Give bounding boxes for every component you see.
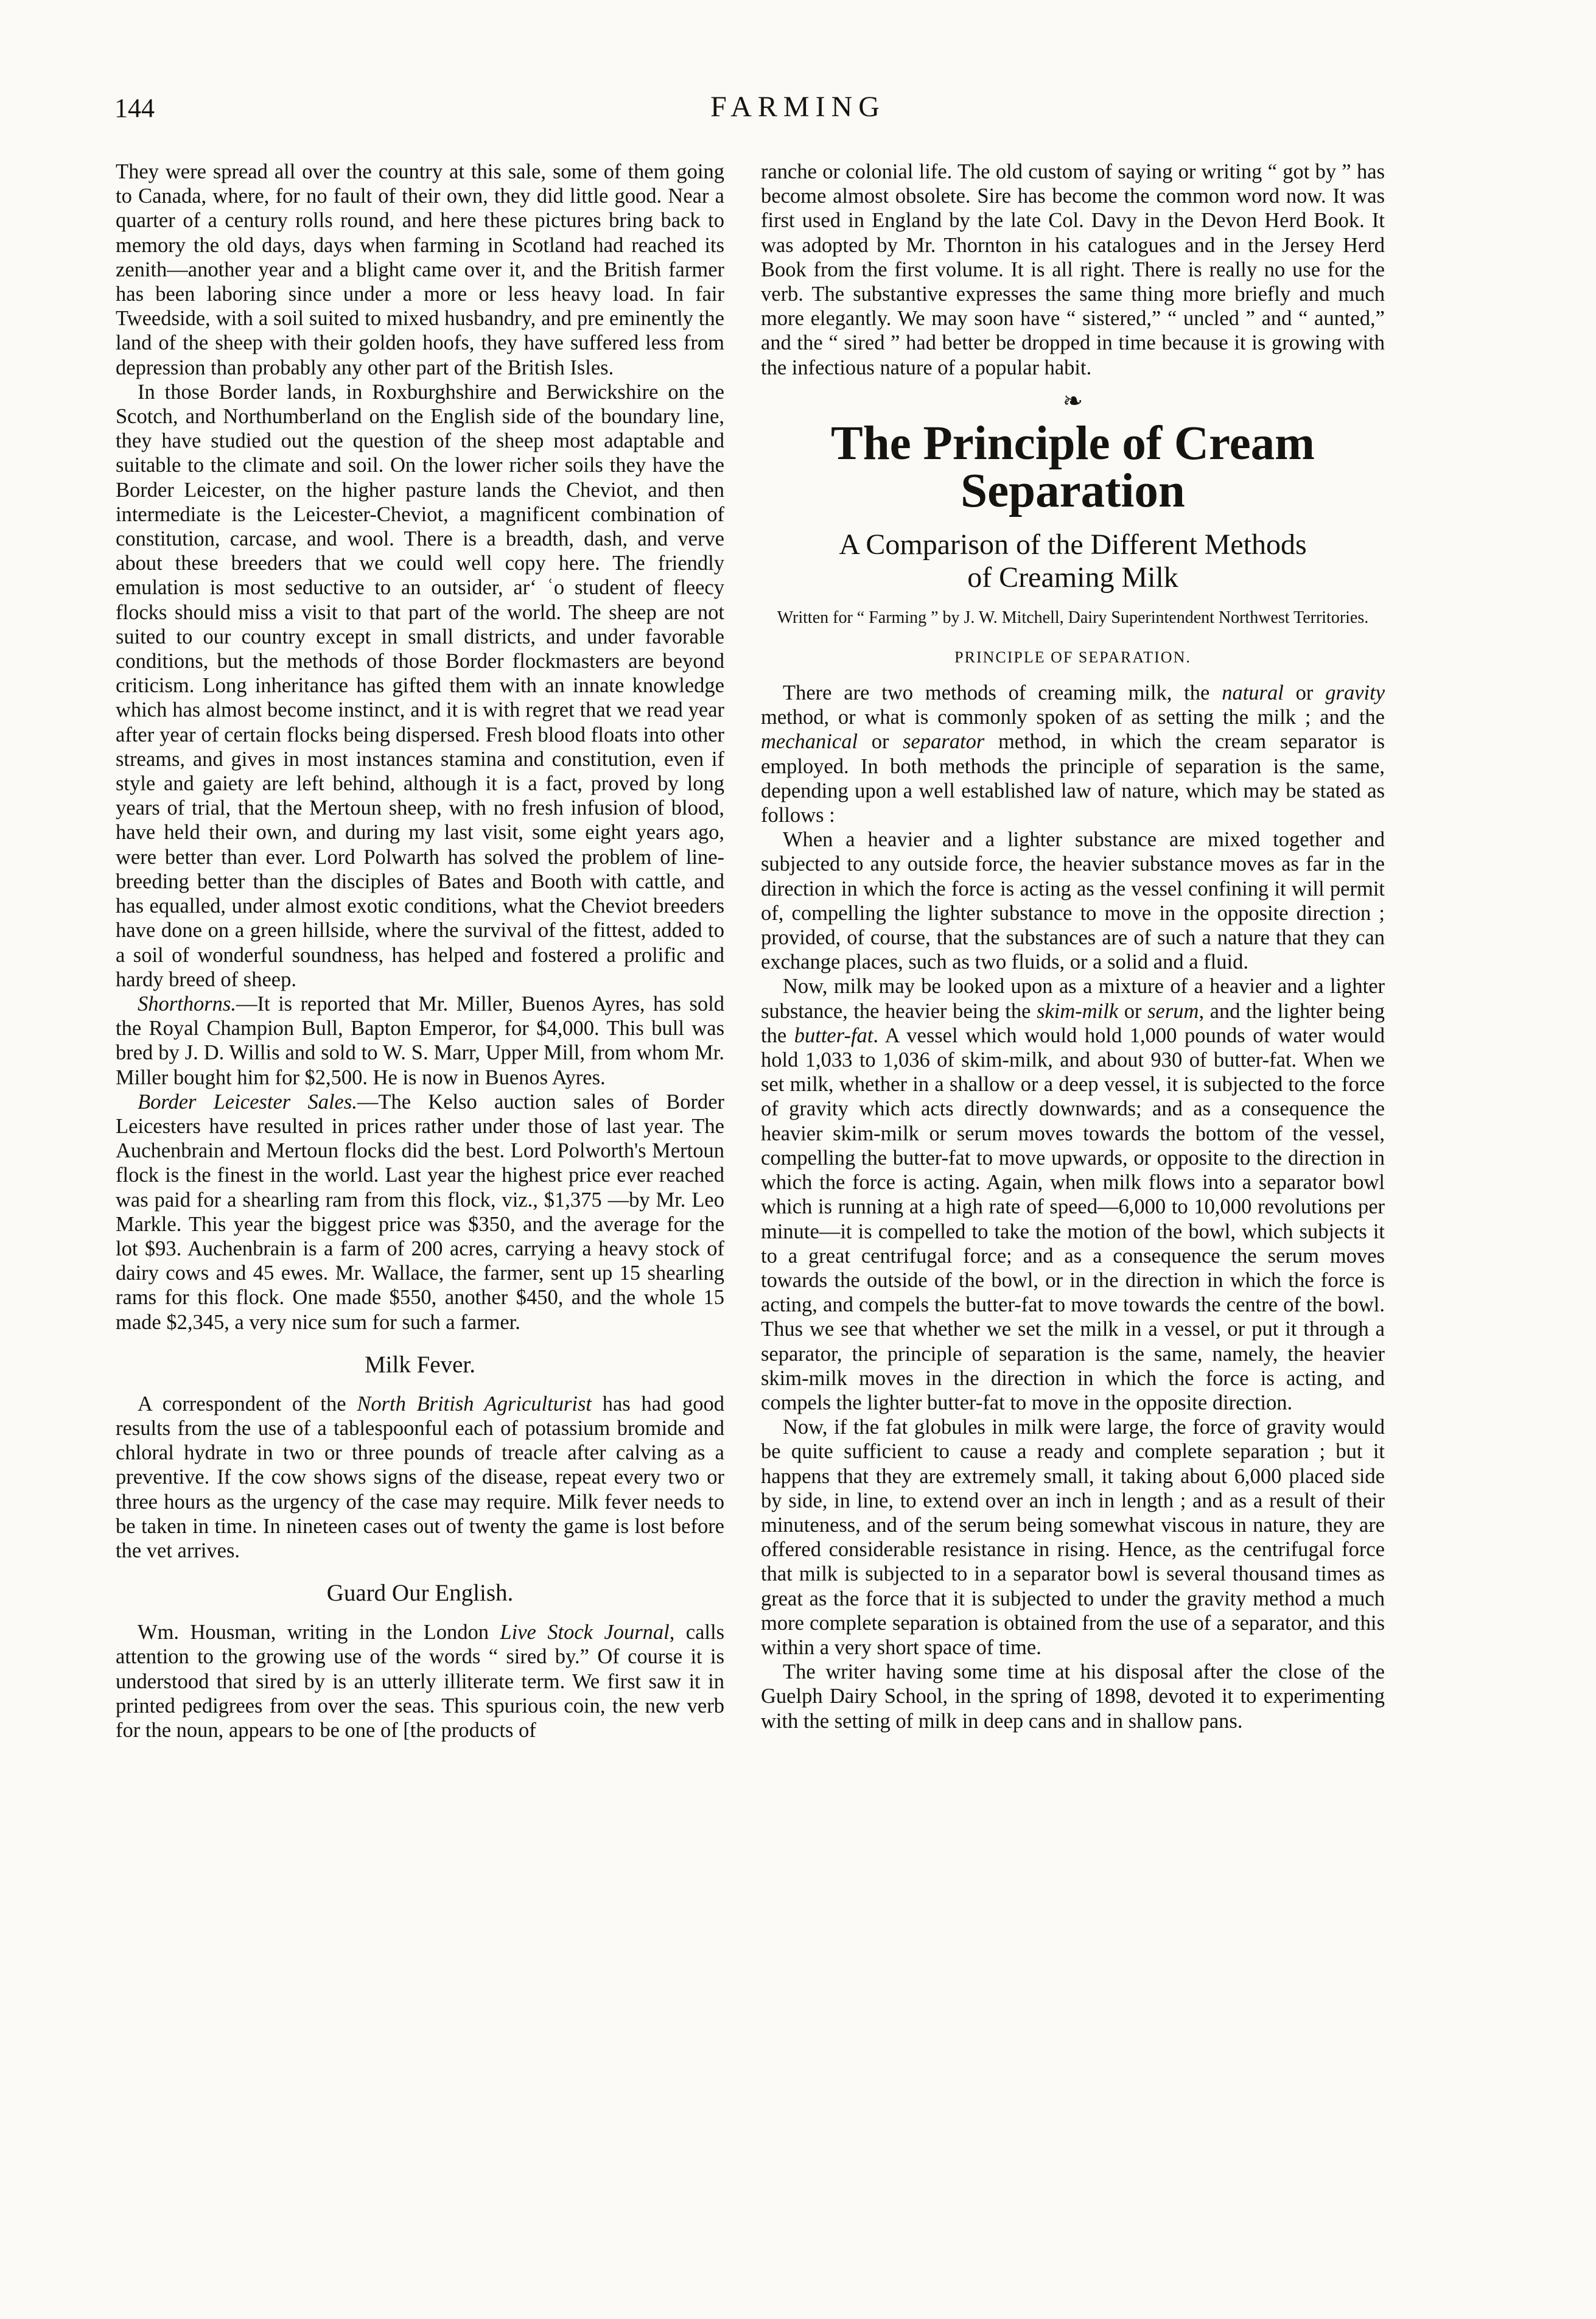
article-title — [761, 416, 1385, 517]
paragraph — [761, 974, 1385, 1415]
section-heading: PRINCIPLE OF SEPARATION. — [954, 648, 1191, 666]
emphasis: mechanical — [761, 730, 858, 754]
left-column — [116, 160, 724, 1742]
text-run: Now, milk may be looked upon as a mixture of a heavier and a lighter substance, the heavier being the — [761, 975, 1385, 1023]
paragraph-text: —It is reported that Mr. Miller, Buenos Ayres, has sold the Royal Champion Bull, Bapton Emperor, for $4,000. This bull was bred by J. D. Willis and sold to W. S. Marr, Upper Mill, from whom Mr. Miller bought him for $2,500. He is now in Buenos Ayres. — [116, 992, 724, 1089]
paragraph: ranche or colonial life. The old custom of saying or writing “ got by ” has become almost obsolete. Sire has become the common word now. It was first used in England by the late Col. Davy in the Devon Herd Book. It was adopted by Mr. Thornton in his catalogues and in the Jersey Herd Book from the first volume. It is all right. There is really no use for the verb. The substantive expresses the same thing more briefly and much more elegantly. We may soon have “ sistered,” “ uncled ” and “ aunted,” and the “ sired ” had better be dropped in time because it is growing with the infectious nature of a popular habit. — [761, 160, 1385, 379]
text-run: Wm. Housman, writing in the London — [138, 1621, 500, 1644]
emphasis: gravity — [1325, 681, 1385, 705]
text-run: method, in which the cream separator is employed. In both methods the principle of separation is the same, depending upon a well established law of nature, which may be stated as follows : — [761, 730, 1385, 827]
text-run: A correspondent of the — [138, 1392, 357, 1416]
emphasis: separator — [903, 730, 985, 754]
text-run: or — [1283, 681, 1326, 705]
subtitle-line: of Creaming Milk — [967, 561, 1178, 594]
paragraph — [116, 992, 724, 1090]
emphasis: butter-fat — [794, 1023, 873, 1047]
text-run: or — [858, 730, 903, 754]
text-run: or — [1118, 999, 1148, 1023]
paragraph — [116, 1620, 724, 1742]
subtitle-line: A Comparison of the Different Methods — [839, 528, 1307, 561]
paragraph: In those Border lands, in Roxburghshire and Berwickshire on the Scotch, and Northumberland on the English side of the boundary line, they have studied out the question of the sheep most adaptable and suitable to the climate and soil. On the lower richer soils they have the Border Leicester, on the higher pasture lands the Cheviot, and then intermediate is the Leicester-Cheviot, a magnificent combination of constitution, carcase, and wool. There is a breadth, dash, and verve about these breeders that we could well copy here. The friendly emulation is most seductive to an outsider, ar‘ ʿo student of fleecy flocks should miss a visit to that part of the world. The sheep are not suited to our country except in small districts, and under favorable conditions, but the methods of those Border flockmasters are beyond criticism. Long inheritance has gifted them with an innate knowledge which has almost become instinct, and it is with regret that we read year after year of certain flocks being dispersed. Fresh blood floats into other streams, and gives in most instances stamina and constitution, even if style and gaiety are left behind, although it is a fact, proved by long years of trial, that the Mertoun sheep, with no fresh infusion of blood, have held their own, and during my last visit, some eight years ago, were better than ever. Lord Polwarth has solved the problem of line-breeding better than the disciples of Bates and Booth with cattle, and has equalled, under almost exotic conditions, what the Cheviot breeders have done on a green hillside, where the survival of the fittest, added to a soil of wonderful soundness, has helped and fostered a prolific and hardy breed of sheep. — [116, 380, 724, 991]
fleuron-ornament: ❧ — [1062, 387, 1083, 415]
section-title-milk-fever: Milk Fever. — [365, 1351, 475, 1378]
run-in-head: Shorthorns. — [138, 992, 236, 1016]
byline: Written for “ Farming ” by J. W. Mitchell, Dairy Superintendent Northwest Territories. — [777, 608, 1369, 627]
text-run: , calls attention to the growing use of the words “ sired by.” Of course it is understood that sired by is an utterly illiterate term. We first saw it in printed pedigrees from over the seas. This spurious coin, the new verb for the noun, appears to be one of [the products of — [116, 1621, 724, 1742]
paragraph: Now, if the fat globules in milk were large, the force of gravity would be quite sufficient to cause a ready and complete separation ; but it happens that they are extremely small, it taking about 6,000 placed side by side, in line, to extend over an inch in length ; and as a result of their minuteness, and of the serum being somewhat viscous in nature, they are offered considerable resistance in rising. Hence, as the centrifugal force that milk is subjected to in a separator bowl is several thousand times as great as the force that it is subjected to under the gravity method a much more complete separation is obtained from the use of a separator, and this within a very short space of time. — [761, 1416, 1385, 1659]
paragraph-text: —The Kelso auction sales of Border Leicesters have resulted in prices rather under those of last year. The Auchenbrain and Mertoun flocks did the best. Lord Polworth's Mertoun flock is the finest in the world. Last year the highest price ever reached was paid for a shearling ram from this flock, viz., $1,375 —by Mr. Leo Markle. This year the biggest price was $350, and the average for the lot $93. Auchenbrain is a farm of 200 acres, carrying a heavy stock of dairy cows and 45 ewes. Mr. Wallace, the farmer, sent up 15 shearling rams for this flock. One made $550, another $450, and the whole 15 made $2,345, a very nice sum for such a farmer. — [116, 1090, 724, 1334]
text-run: . A vessel which would hold 1,000 pounds of water would hold 1,033 to 1,036 of skim-milk, and about 930 of butter-fat. When we set milk, whether in a shallow or a deep vessel, it is subjected to the force of gravity which acts directly downwards; and as a consequence the heavier skim-milk or serum moves towards the bottom of the vessel, compelling the butter-fat to move upwards, or opposite to the direction in which the force is acting. Again, when milk flows into a separator bowl which is running at a high rate of speed—6,000 to 10,000 revolutions per minute—it is compelled to take the motion of the bowl, which subjects it to a great centrifugal force; and as a consequence the serum moves towards the outside of the bowl, or in the direction in which the force is acting, and compels the butter-fat to move towards the centre of the bowl. Thus we see that whether we set the milk in a vessel, or put it through a separator, the principle of separation is the same, namely, the heavier skim-milk moves in the direction in which the force is acting, and compels the lighter butter-fat to move in the opposite direction. — [761, 1023, 1385, 1414]
text-run: There are two methods of creaming milk, the — [783, 681, 1222, 705]
emphasis: natural — [1222, 681, 1284, 705]
title-line: Separation — [961, 464, 1185, 517]
emphasis: skim-milk — [1037, 999, 1119, 1023]
paragraph — [116, 1090, 724, 1335]
paragraph: The writer having some time at his disposal after the close of the Guelph Dairy School, in the spring of 1898, devoted it to experimenting with the setting of milk in deep cans and in shallow pans. — [761, 1660, 1385, 1733]
title-line: The Principle of Cream — [831, 416, 1315, 470]
paragraph: They were spread all over the country at this sale, some of them going to Canada, where, for no fault of their own, they did little good. Near a quarter of a century rolls round, and here these pictures bring back to memory the old days, days when farming in Scotland had reached its zenith—another year and a blight came over it, and the British farmer has been laboring since under a more or less heavy load. In fair Tweedside, with a soil suited to mixed husbandry, and pre eminently the land of the sheep with their golden hoofs, they have suffered less from depression than probably any other part of the British Isles. — [116, 160, 724, 379]
text-run: , and the lighter being the — [761, 999, 1385, 1047]
paragraph — [116, 1392, 724, 1563]
paragraph: When a heavier and a lighter substance are mixed together and subjected to any outside force, the heavier substance moves as far in the direction in which the force is acting as the vessel confining it will permit of, compelling the lighter substance to move in the opposite direction ; provided, of course, that the substances are of such a nature that they can exchange places, such as two fluids, or a solid and a fluid. — [761, 828, 1385, 974]
article-subtitle — [761, 528, 1385, 594]
section-title-guard-our-english: Guard Our English. — [326, 1580, 514, 1607]
emphasis: serum — [1147, 999, 1199, 1023]
publication-title: North British Agriculturist — [357, 1392, 592, 1416]
page-number: 144 — [114, 93, 155, 123]
run-in-head: Border Leicester Sales. — [138, 1090, 357, 1114]
paragraph — [761, 681, 1385, 827]
running-head: FARMING — [710, 91, 886, 123]
publication-title: Live Stock Journal — [500, 1621, 670, 1644]
right-column — [761, 160, 1385, 1733]
text-run: has had good results from the use of a tablespoonful each of potassium bromide and chloral hydrate in two or three pounds of treacle after calving as a preventive. If the cow shows signs of the disease, repeat every two or three hours as the urgency of the case may require. Milk fever needs to be taken in time. In nineteen cases out of twenty the game is lost before the vet arrives. — [116, 1392, 725, 1562]
text-run: method, or what is commonly spoken of as setting the milk ; and the — [761, 706, 1385, 729]
